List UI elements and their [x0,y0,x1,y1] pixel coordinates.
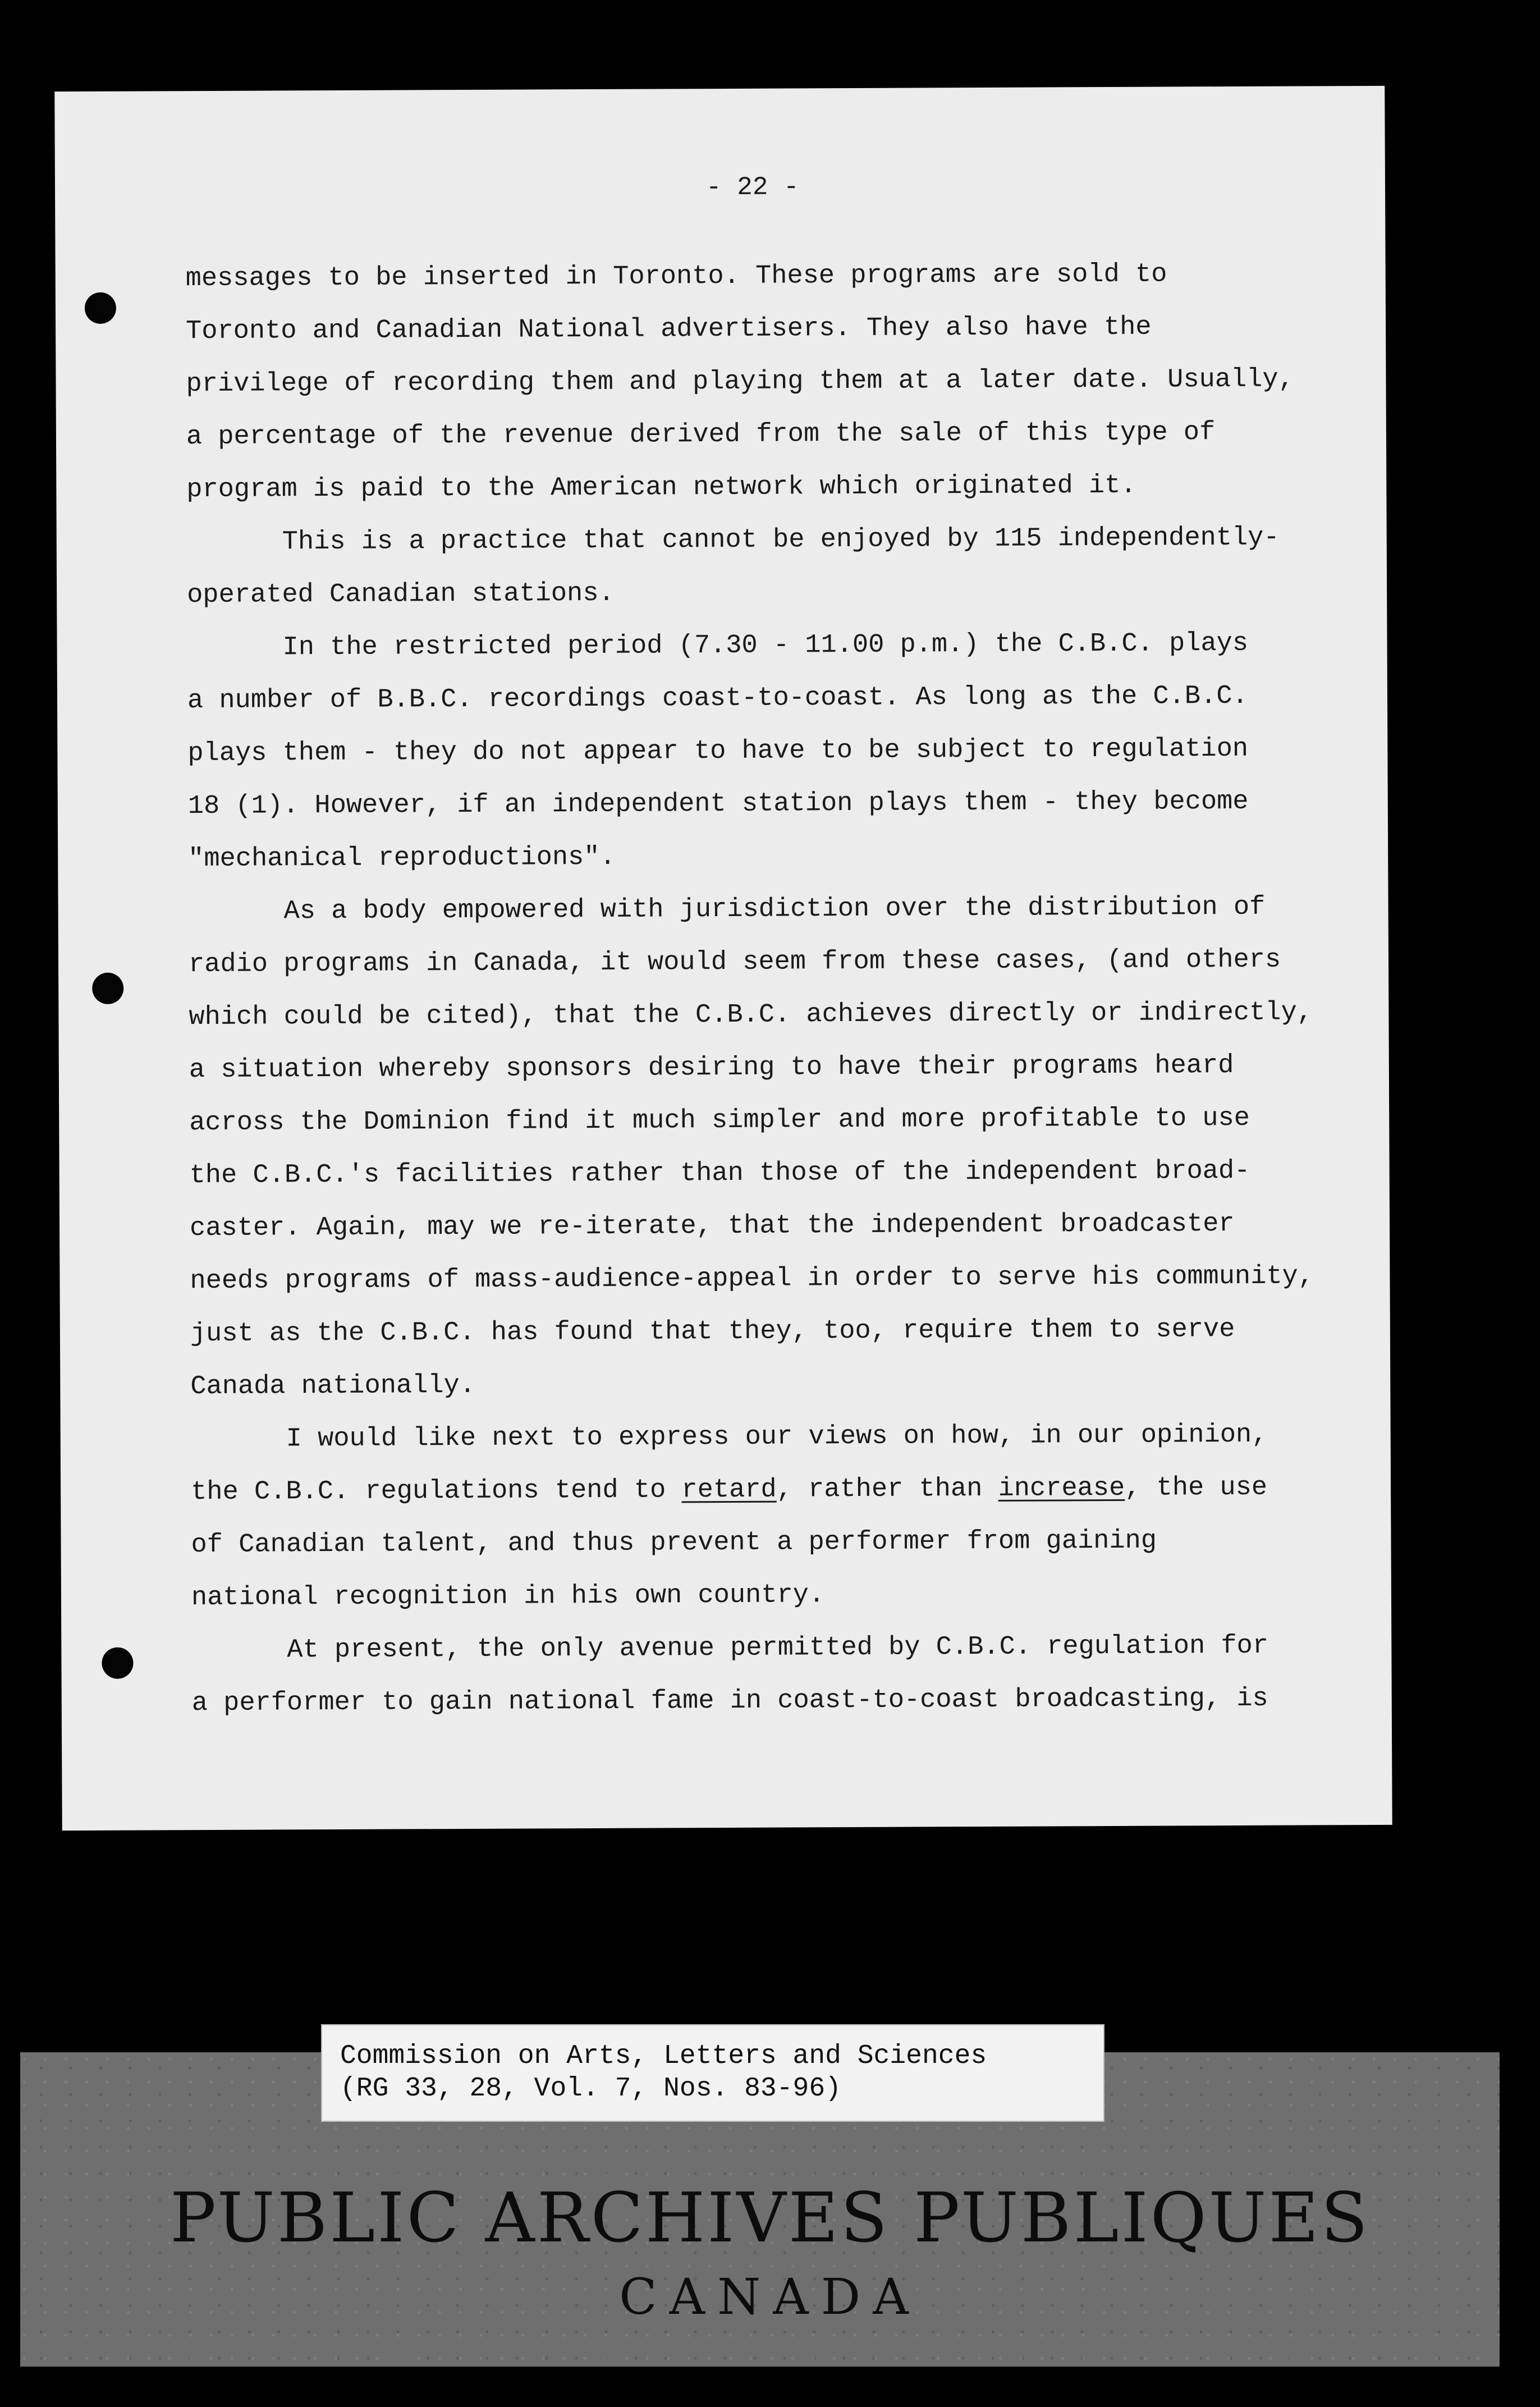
punch-hole [102,1648,133,1679]
paragraph: This is a practice that cannot be enjoyed by 115 independently- operated Canadian stations. [187,523,1280,611]
page-number: - 22 - [705,172,799,203]
punch-hole [85,292,116,324]
punch-hole [92,973,123,1004]
reference-line: Commission on Arts, Letters and Sciences [340,2041,987,2071]
archives-stamp-title: PUBLIC ARCHIVES PUBLIQUES [169,2178,1371,2258]
paragraph: As a body empowered with jurisdiction over the distribution of radio programs in Canada, it would seem from these cases, (and others which could be cited), that the C.B.C. achieves directly or indirectly, a situation whereby sponsors desiring to have their programs heard across the Dominion find it much simpler and more profitable to use the C.B.C.'s facilities rather than those of the independent broad- caster. Again, may we re-iterate, that the independent broadcaster needs programs of mass-audience-appeal in order to serve his community, just as the C.B.C. has found that they, too, require them to serve Canada nationally. [188,892,1314,1402]
paragraph-text: I would like next to express our views on how, in our opinion, the C.B.C. regulations tend to [191,1420,1268,1508]
underlined-word: increase [998,1473,1125,1504]
archives-stamp-country: CANADA [619,2268,921,2326]
paragraph [191,1408,1359,1625]
paragraph: At present, the only avenue permitted by C.B.C. regulation for a performer to gain national fame in coast-to-coast broadcasting, is [191,1631,1269,1719]
reference-line: (RG 33, 28, Vol. 7, Nos. 83-96) [340,2074,841,2104]
paragraph-text: , the use of Canadian talent, and thus prevent a performer from gaining national recognition in his own country. [191,1472,1268,1613]
paragraph-text: , rather than [776,1474,998,1505]
body-text [186,248,1359,1730]
underlined-word: retard [681,1475,777,1505]
paragraph: messages to be inserted in Toronto. These programs are sold to Toronto and Canadian National advertisers. They also have the privilege of recording them and playing them at a later date. Usually, a percentage of the revenue derived from the sale of this type of program is paid to the American network which originated it. [185,259,1294,505]
document-page [54,86,1392,1831]
paragraph: In the restricted period (7.30 - 11.00 p.m.) the C.B.C. plays a number of B.B.C. recordings coast-to-coast. As long as the C.B.C. plays them - they do not appear to have to be subject to regulation 18 (1). However, if an independent station plays them - they become "mechanical reproductions". [187,628,1249,875]
reference-card [321,2024,1104,2122]
